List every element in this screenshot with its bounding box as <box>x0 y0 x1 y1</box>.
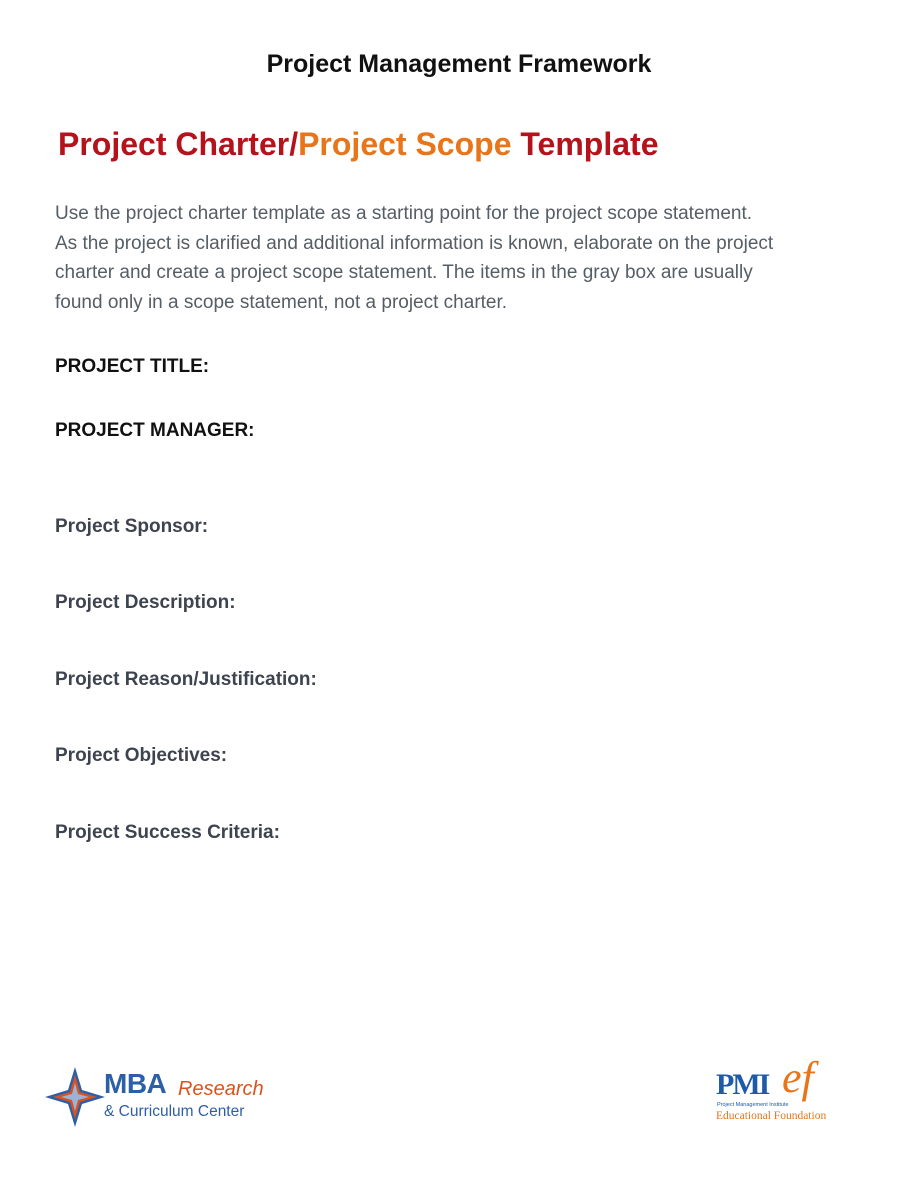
project-title-label: PROJECT TITLE: <box>55 356 210 377</box>
mba-star-icon <box>44 1066 106 1128</box>
intro-paragraph <box>55 199 855 317</box>
intro-line: charter and create a project scope statement. The items in the gray box are usually <box>55 262 753 283</box>
pmi-logo-institute: Project Management Institute <box>717 1102 789 1108</box>
project-reason-label: Project Reason/Justification: <box>55 669 317 690</box>
project-sponsor-label: Project Sponsor: <box>55 516 209 537</box>
mba-logo-research: Research <box>178 1078 264 1100</box>
title-template: Template <box>511 126 659 162</box>
project-description-label: Project Description: <box>55 592 236 613</box>
document-title <box>58 126 658 163</box>
project-manager-label: PROJECT MANAGER: <box>55 420 255 441</box>
pmi-logo-letters: PMI <box>716 1068 769 1101</box>
mba-research-logo <box>44 1066 274 1130</box>
project-success-criteria-label: Project Success Criteria: <box>55 822 280 843</box>
mba-logo-text: MBA <box>104 1068 167 1099</box>
intro-line: Use the project charter template as a starting point for the project scope statement. <box>55 203 753 224</box>
title-charter: Project Charter/ <box>58 126 299 162</box>
page-header-title: Project Management Framework <box>266 50 652 78</box>
pmi-logo-ef: ef <box>782 1053 814 1102</box>
mba-logo-subtitle: & Curriculum Center <box>104 1103 245 1120</box>
project-objectives-label: Project Objectives: <box>55 745 228 766</box>
pmi-ef-logo <box>714 1053 854 1128</box>
intro-line: found only in a scope statement, not a project charter. <box>55 291 508 313</box>
pmi-logo-foundation: Educational Foundation <box>716 1110 827 1122</box>
intro-line: As the project is clarified and additional information is known, elaborate on the project <box>55 232 774 254</box>
title-scope: Project Scope <box>298 126 512 162</box>
